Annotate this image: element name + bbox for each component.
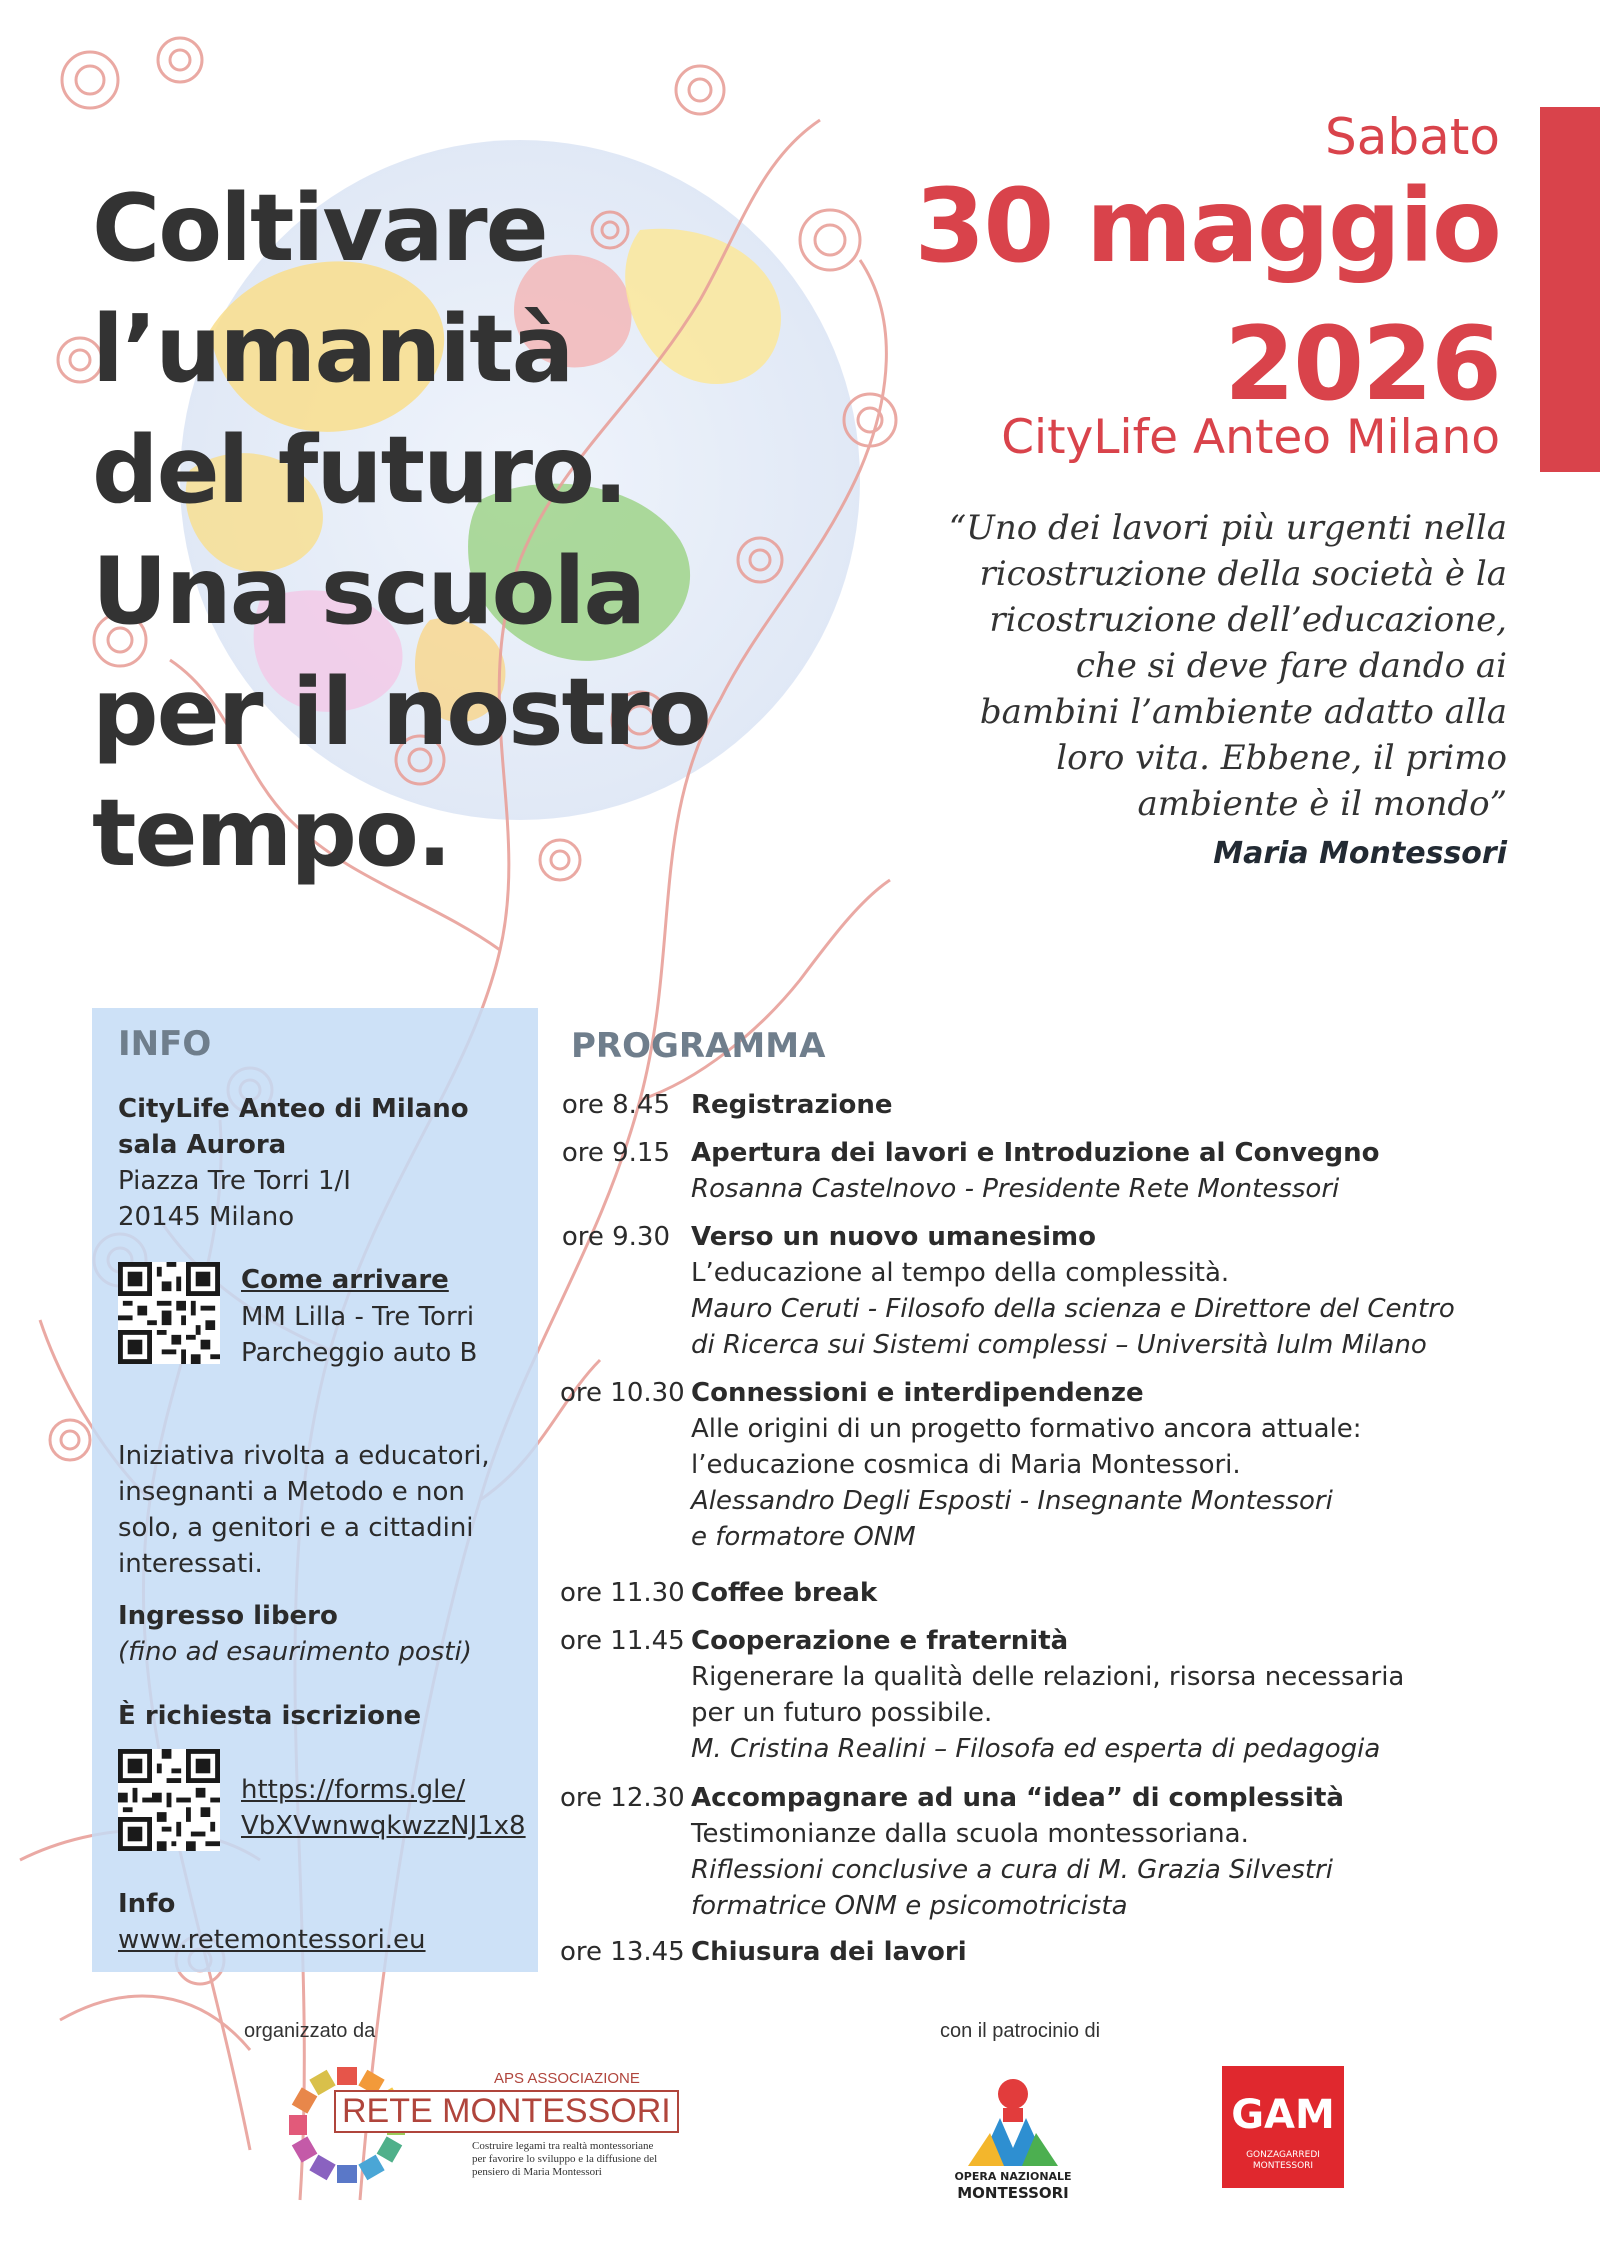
venue-address: Piazza Tre Torri 1/I xyxy=(118,1166,351,1196)
registration-qr-code[interactable] xyxy=(118,1749,220,1851)
qr-code-icon xyxy=(118,1749,220,1851)
program-description: Testimonianze dalla scuola montessoriana. xyxy=(691,1819,1249,1849)
quote-line: che si deve fare dando ai xyxy=(1075,646,1507,686)
program-time: ore 9.15 xyxy=(561,1138,670,1168)
onm-logo-line2: MONTESSORI xyxy=(957,2184,1069,2202)
program-title: Cooperazione e fraternità xyxy=(691,1626,1069,1656)
quote-line: ambiente è il mondo” xyxy=(1137,784,1507,824)
headline-line: Coltivare xyxy=(92,174,547,282)
qr-code-icon xyxy=(118,1262,220,1364)
audience-line: solo, a genitori e a cittadini xyxy=(118,1513,474,1543)
headline-line: Una scuola xyxy=(92,537,645,645)
program-title: Coffee break xyxy=(691,1578,878,1608)
program-speaker: formatrice ONM e psicomotricista xyxy=(691,1891,1128,1921)
program-speaker: e formatore ONM xyxy=(691,1522,916,1552)
entry-title: Ingresso libero xyxy=(118,1601,338,1631)
info-panel xyxy=(92,1008,538,1972)
directions-title[interactable]: Come arrivare xyxy=(241,1265,449,1295)
event-day: Sabato xyxy=(1325,108,1500,166)
directions-qr-code[interactable] xyxy=(118,1262,220,1364)
opera-nazionale-montessori-logo xyxy=(948,2078,1078,2208)
program-speaker: Mauro Ceruti - Filosofo della scienza e Direttore del Centro xyxy=(691,1294,1455,1324)
patronage-label: con il patrocinio di xyxy=(940,2020,1101,2042)
montessori-quote xyxy=(887,505,1507,827)
contact-title: Info xyxy=(118,1889,176,1919)
program-time: ore 12.30 xyxy=(560,1783,685,1813)
quote-line: “Uno dei lavori più urgenti nella xyxy=(948,508,1507,548)
gam-logo xyxy=(1222,2066,1344,2188)
quote-line: loro vita. Ebbene, il primo xyxy=(1056,738,1507,778)
program-time: ore 11.45 xyxy=(560,1626,685,1656)
program-speaker: Riflessioni conclusive a cura di M. Grazia Silvestri xyxy=(691,1855,1334,1885)
rete-logo-tagline-line: Costruire legami tra realtà montessoriane xyxy=(472,2140,654,2152)
program-description: Rigenerare la qualità delle relazioni, risorsa necessaria xyxy=(691,1662,1405,1692)
audience-line: insegnanti a Metodo e non xyxy=(118,1477,465,1507)
program-title: Accompagnare ad una “idea” di complessità xyxy=(691,1783,1344,1813)
quote-line: bambini l’ambiente adatto alla xyxy=(979,692,1507,732)
gam-logo-sub: GONZAGARREDI MONTESSORI xyxy=(1246,2150,1320,2171)
rete-montessori-logo xyxy=(262,2060,692,2190)
registration-form-link[interactable]: https://forms.gle/ xyxy=(241,1775,466,1805)
venue-room: sala Aurora xyxy=(118,1130,287,1160)
quote-line: ricostruzione dell’educazione, xyxy=(989,600,1507,640)
date-accent-bar xyxy=(1540,107,1600,472)
quote-line: ricostruzione della società è la xyxy=(979,554,1507,594)
program-time: ore 13.45 xyxy=(560,1937,685,1967)
gam-logo-name: GAM xyxy=(1231,2092,1335,2138)
venue-city: 20145 Milano xyxy=(118,1202,295,1232)
program-speaker: M. Cristina Realini – Filosofa ed esperta di pedagogia xyxy=(691,1734,1381,1764)
program-time: ore 9.30 xyxy=(561,1222,670,1252)
headline-line: per il nostro xyxy=(92,658,710,766)
event-date: 30 maggio xyxy=(914,167,1500,286)
rete-logo-tagline-line: per favorire lo sviluppo e la diffusione del xyxy=(472,2153,658,2165)
program-speaker: di Ricerca sui Sistemi complessi – Università Iulm Milano xyxy=(691,1330,1427,1360)
event-venue: CityLife Anteo Milano xyxy=(1001,410,1500,465)
program-title: Verso un nuovo umanesimo xyxy=(691,1222,1096,1252)
program-title: Registrazione xyxy=(691,1090,893,1120)
rete-logo-name: RETE MONTESSORI xyxy=(334,2090,679,2133)
info-heading: INFO xyxy=(118,1024,212,1064)
program-speaker: Alessandro Degli Esposti - Insegnante Montessori xyxy=(691,1486,1333,1516)
headline-line: tempo. xyxy=(92,779,451,887)
venue-name: CityLife Anteo di Milano xyxy=(118,1094,469,1124)
registration-title: È richiesta iscrizione xyxy=(118,1701,422,1731)
event-year: 2026 xyxy=(1224,305,1500,424)
program-time: ore 11.30 xyxy=(560,1578,685,1608)
program-description: Alle origini di un progetto formativo ancora attuale: xyxy=(691,1414,1362,1444)
program-description: l’educazione cosmica di Maria Montessori. xyxy=(691,1450,1241,1480)
event-headline xyxy=(92,168,812,894)
program-title: Chiusura dei lavori xyxy=(691,1937,967,1967)
program-speaker: Rosanna Castelnovo - Presidente Rete Montessori xyxy=(691,1174,1340,1204)
program-heading: PROGRAMMA xyxy=(571,1026,826,1066)
website-link[interactable]: www.retemontessori.eu xyxy=(118,1925,426,1955)
onm-figure-icon xyxy=(948,2078,1078,2168)
program-description: L’educazione al tempo della complessità. xyxy=(691,1258,1230,1288)
directions-parking: Parcheggio auto B xyxy=(241,1338,478,1368)
headline-line: l’umanità xyxy=(92,295,573,403)
registration-form-link[interactable]: VbXVwnwqkwzzNJ1x8 xyxy=(241,1811,526,1841)
program-title: Connessioni e interdipendenze xyxy=(691,1378,1144,1408)
entry-note: (fino ad esaurimento posti) xyxy=(118,1637,472,1667)
onm-logo-line1: OPERA NAZIONALE xyxy=(954,2170,1072,2183)
program-time: ore 10.30 xyxy=(560,1378,685,1408)
headline-line: del futuro. xyxy=(92,416,627,524)
program-description: per un futuro possibile. xyxy=(691,1698,993,1728)
directions-metro: MM Lilla - Tre Torri xyxy=(241,1302,475,1332)
audience-line: Iniziativa rivolta a educatori, xyxy=(118,1441,490,1471)
rete-logo-tagline-line: pensiero di Maria Montessori xyxy=(472,2166,602,2178)
audience-line: interessati. xyxy=(118,1549,263,1579)
organized-by-label: organizzato da xyxy=(244,2020,376,2042)
program-time: ore 8.45 xyxy=(561,1090,670,1120)
program-title: Apertura dei lavori e Introduzione al Convegno xyxy=(691,1138,1380,1168)
rete-logo-top: APS ASSOCIAZIONE xyxy=(494,2070,640,2087)
rete-logo-tagline xyxy=(472,2140,657,2179)
quote-author: Maria Montessori xyxy=(1213,836,1507,871)
